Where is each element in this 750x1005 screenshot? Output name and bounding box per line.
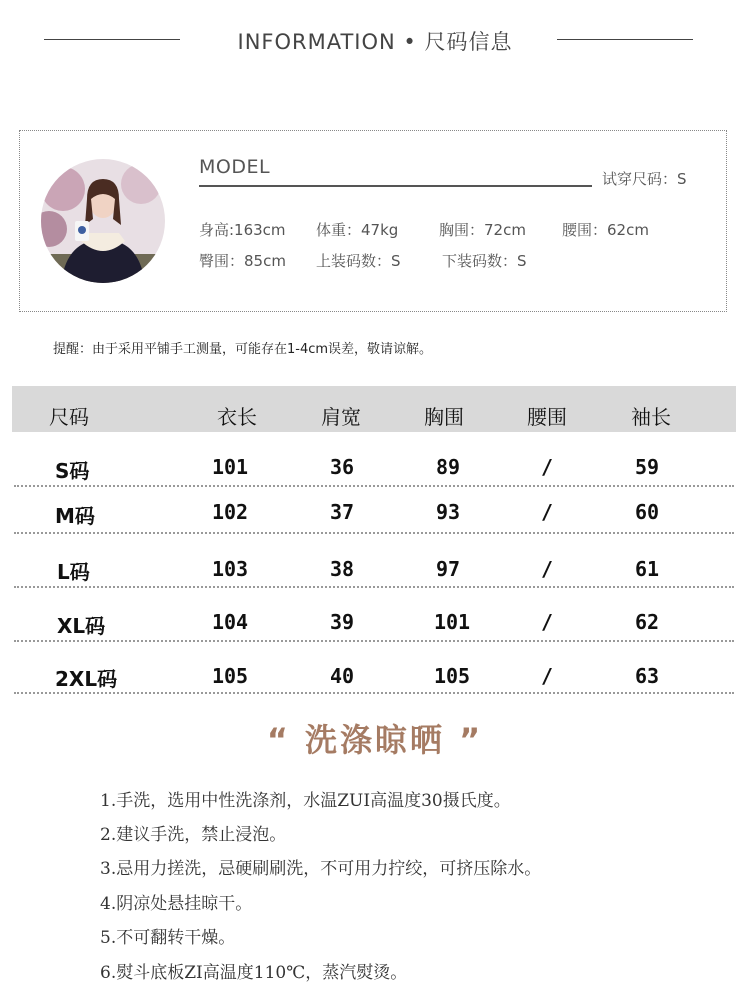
table-cell-length: 102: [211, 500, 249, 524]
model-top-size: 上装码数：S: [316, 252, 401, 270]
table-cell-shoulder: 36: [329, 455, 355, 479]
model-height: 身高:163cm: [199, 221, 286, 239]
col-header-length: 衣长: [217, 405, 257, 429]
washing-section-title: “ 洗涤晾晒 ”: [266, 721, 484, 759]
table-cell-sleeve: 59: [634, 455, 660, 479]
header-divider-right: [557, 39, 693, 40]
table-cell-length: 103: [211, 557, 249, 581]
table-cell-waist: /: [540, 500, 554, 524]
model-underline: [199, 185, 592, 187]
col-header-bust: 胸围: [424, 405, 464, 429]
table-cell-size: XL码: [57, 614, 106, 638]
table-cell-bust: 97: [435, 557, 461, 581]
table-cell-length: 105: [211, 664, 249, 688]
row-divider: [14, 692, 734, 694]
page-title: INFORMATION • 尺码信息: [237, 30, 513, 54]
table-cell-waist: /: [540, 557, 554, 581]
col-header-shoulder: 肩宽: [321, 405, 361, 429]
table-cell-size: L码: [57, 560, 90, 584]
model-bottom-size: 下装码数：S: [442, 252, 527, 270]
table-cell-size: M码: [55, 504, 95, 528]
row-divider: [14, 586, 734, 588]
washing-item: 2.建议手洗，禁止浸泡。: [100, 825, 287, 845]
model-bust: 胸围：72cm: [439, 221, 526, 239]
table-cell-shoulder: 37: [329, 500, 355, 524]
model-weight: 体重：47kg: [316, 221, 399, 239]
table-cell-sleeve: 62: [634, 610, 660, 634]
table-cell-size: 2XL码: [55, 667, 118, 691]
washing-item: 4.阴凉处悬挂晾干。: [100, 894, 253, 914]
table-cell-bust: 89: [435, 455, 461, 479]
row-divider: [14, 485, 734, 487]
table-cell-shoulder: 38: [329, 557, 355, 581]
table-cell-bust: 101: [433, 610, 471, 634]
model-avatar: [41, 159, 165, 283]
table-cell-sleeve: 63: [634, 664, 660, 688]
col-header-size: 尺码: [49, 405, 89, 429]
washing-item: 1.手洗，选用中性洗涤剂，水温ZUI高温度30摄氏度。: [100, 791, 511, 811]
table-cell-waist: /: [540, 610, 554, 634]
model-label: MODEL: [199, 156, 271, 178]
table-cell-shoulder: 39: [329, 610, 355, 634]
table-cell-length: 101: [211, 455, 249, 479]
table-cell-bust: 93: [435, 500, 461, 524]
table-cell-waist: /: [540, 455, 554, 479]
measurement-reminder: 提醒：由于采用平铺手工测量，可能存在1-4cm误差，敬请谅解。: [53, 342, 433, 357]
row-divider: [14, 532, 734, 534]
table-cell-waist: /: [540, 664, 554, 688]
model-waist: 腰围：62cm: [562, 221, 649, 239]
table-cell-length: 104: [211, 610, 249, 634]
washing-item: 6.熨斗底板ZI高温度110℃，蒸汽熨烫。: [100, 963, 408, 983]
col-header-waist: 腰围: [527, 405, 567, 429]
table-cell-size: S码: [55, 459, 90, 483]
table-cell-shoulder: 40: [329, 664, 355, 688]
model-hip: 臀围：85cm: [199, 252, 286, 270]
washing-item: 3.忌用力搓洗，忌硬刷刷洗，不可用力拧绞，可挤压除水。: [100, 859, 542, 879]
try-size: 试穿尺码：S: [602, 170, 687, 188]
col-header-sleeve: 袖长: [631, 405, 671, 429]
row-divider: [14, 640, 734, 642]
table-cell-bust: 105: [433, 664, 471, 688]
washing-item: 5.不可翻转干燥。: [100, 928, 236, 948]
table-cell-sleeve: 61: [634, 557, 660, 581]
table-cell-sleeve: 60: [634, 500, 660, 524]
